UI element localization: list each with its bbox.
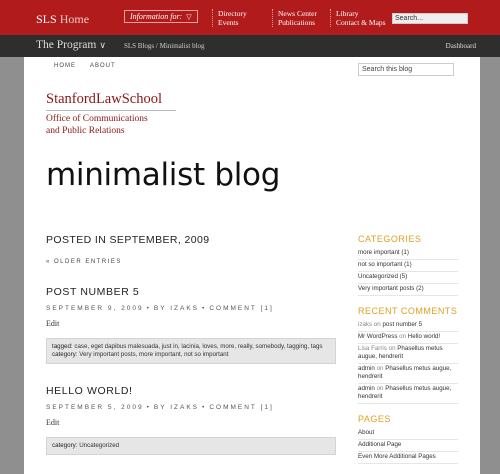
category-item[interactable]: not so important (1): [358, 260, 458, 272]
recent-comments-heading: RECENT COMMENTS: [358, 306, 458, 316]
logo-divider: [46, 110, 176, 111]
categories-heading: CATEGORIES: [358, 234, 422, 244]
comment-item: [358, 332, 458, 344]
comment-item: [358, 364, 458, 384]
comment-on: on: [373, 321, 381, 328]
post-author[interactable]: BY IZAKS: [153, 404, 200, 411]
sidebar: [358, 234, 458, 464]
pages-heading: PAGES: [358, 414, 391, 424]
older-entries-link[interactable]: « OLDER ENTRIES: [46, 259, 122, 265]
logo-subtitle-1: Office of Communications: [46, 114, 148, 124]
comment-post-link[interactable]: Phasellus metus augue, hendrerit: [358, 365, 452, 380]
post-tags-box: [46, 437, 336, 455]
logo-lawschool: LawSchool: [95, 91, 162, 107]
post-meta: SEPTEMBER 5, 2009 • BY IZAKS • COMMENT [1]: [46, 404, 274, 411]
logo-wordmark: [46, 91, 176, 108]
nav-link-events[interactable]: Events: [218, 18, 239, 27]
archive-heading: POSTED IN SEPTEMBER, 2009: [46, 234, 210, 246]
category-label: category:: [52, 351, 78, 358]
comment-post-link[interactable]: Hello world!: [407, 333, 441, 340]
triangle-down-icon: ▽: [186, 13, 192, 21]
page-item[interactable]: Additional Page: [358, 440, 458, 452]
tag-list[interactable]: case, eget dapibus malesuada, just in, lacinia, loves, more, really, somebody, tagging, tags: [74, 343, 323, 350]
comment-author[interactable]: admin: [358, 385, 375, 392]
tab-home[interactable]: HOME: [54, 63, 76, 69]
top-nav-bar: [0, 0, 500, 35]
blog-search-input[interactable]: Search this blog: [358, 63, 454, 76]
nav-link-library[interactable]: Library: [336, 9, 359, 18]
stanford-law-logo[interactable]: [46, 91, 176, 137]
logo-stanford: Stanford: [46, 91, 96, 107]
category-item[interactable]: Very important posts (2): [358, 284, 458, 296]
post-1: [46, 286, 336, 364]
comment-on: on: [399, 333, 407, 340]
program-menu[interactable]: [36, 39, 106, 51]
category-list[interactable]: Uncategorized: [79, 442, 120, 449]
post-date: SEPTEMBER 9, 2009: [46, 305, 144, 312]
comment-author[interactable]: admin: [358, 365, 375, 372]
post-title[interactable]: POST NUMBER 5: [46, 286, 140, 298]
comment-author[interactable]: Mr WordPress: [358, 333, 398, 340]
tagged-label: tagged:: [52, 343, 73, 350]
post-title[interactable]: HELLO WORLD!: [46, 385, 133, 397]
category-list[interactable]: Very important posts, more important, not so important: [79, 351, 229, 358]
home-label: Home: [59, 12, 90, 26]
comment-item: [358, 320, 458, 332]
information-for-label: Information for:: [130, 12, 183, 21]
page-item[interactable]: About: [358, 428, 458, 440]
comment-author[interactable]: Lisa Farris: [358, 345, 387, 352]
comment-post-link[interactable]: post number 5: [382, 321, 423, 328]
program-bar: [0, 35, 500, 57]
post-meta: SEPTEMBER 9, 2009 • BY IZAKS • COMMENT [1]: [46, 305, 274, 312]
post-date: SEPTEMBER 5, 2009: [46, 404, 144, 411]
nav-link-directory[interactable]: Directory: [218, 9, 247, 18]
comment-author[interactable]: izaks: [358, 321, 373, 328]
nav-link-contact-maps[interactable]: Contact & Maps: [336, 18, 386, 27]
post-comment-link[interactable]: COMMENT [1]: [209, 404, 274, 411]
edit-link[interactable]: Edit: [46, 319, 60, 328]
site-search-input[interactable]: Search...: [392, 13, 468, 24]
categories-list: [358, 248, 458, 296]
page-item[interactable]: Even More Additional Pages: [358, 452, 458, 464]
information-for-dropdown[interactable]: [124, 10, 198, 23]
comment-on: on: [376, 365, 384, 372]
sls-label: SLS: [36, 12, 57, 26]
comment-item: [358, 344, 458, 364]
main-column: [46, 234, 336, 455]
chevron-down-icon: ∨: [99, 40, 106, 50]
post-comment-link[interactable]: COMMENT [1]: [209, 305, 274, 312]
comment-on: on: [388, 345, 396, 352]
nav-link-publications[interactable]: Publications: [278, 18, 316, 27]
tab-about[interactable]: ABOUT: [90, 63, 116, 69]
category-item[interactable]: more important (1): [358, 248, 458, 260]
nav-col-2: [272, 9, 317, 27]
post-2: [46, 385, 336, 455]
edit-link[interactable]: Edit: [46, 418, 60, 427]
program-label: The Program: [36, 39, 97, 51]
nav-col-1: [212, 9, 247, 27]
pages-list: [358, 428, 458, 464]
post-author[interactable]: BY IZAKS: [153, 305, 200, 312]
breadcrumb[interactable]: SLS Blogs / Minimalist blog: [124, 42, 205, 50]
nav-link-news-center[interactable]: News Center: [278, 9, 317, 18]
content-area: [24, 57, 480, 474]
category-label: category:: [52, 442, 78, 449]
category-item[interactable]: Uncategorized (5): [358, 272, 458, 284]
sls-home-link[interactable]: [36, 12, 89, 27]
post-tags-box: [46, 338, 336, 364]
logo-subtitle-2: and Public Relations: [46, 126, 125, 136]
comment-on: on: [376, 385, 384, 392]
nav-col-3: [330, 9, 386, 27]
dashboard-link[interactable]: Dashboard: [445, 42, 476, 50]
comment-post-link[interactable]: Phasellus metus augue, hendrerit: [358, 385, 452, 400]
comment-item: [358, 384, 458, 404]
recent-comments-list: [358, 320, 458, 404]
blog-title[interactable]: minimalist blog: [46, 157, 281, 193]
comment-post-link[interactable]: Phasellus metus augue, hendrerit: [358, 345, 443, 360]
